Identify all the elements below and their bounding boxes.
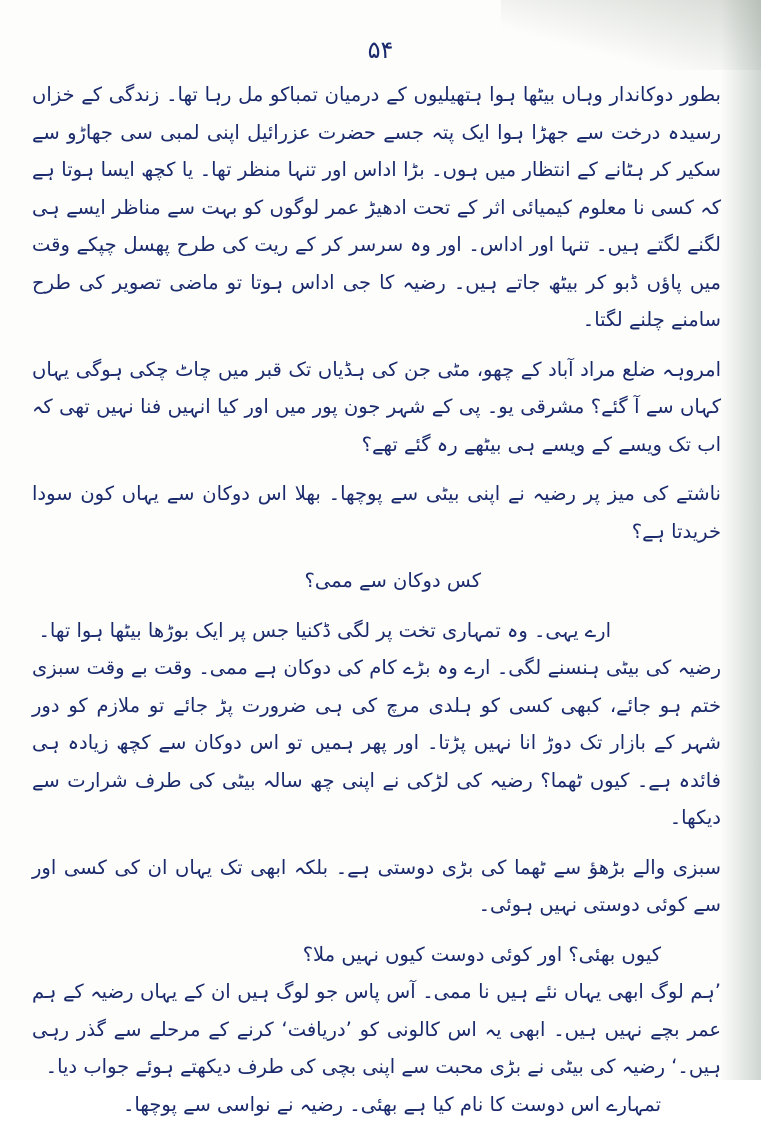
paragraph-5: ارے یہی۔ وہ تمہاری تخت پر لگی ڈکنیا جس پر ایک بوڑھا بیٹھا ہوا تھا۔ (32, 612, 721, 650)
page-body (32, 76, 721, 1123)
paragraph-4: کس دوکان سے ممی؟ (32, 562, 721, 600)
paragraph-1: بطور دوکاندار وہاں بیٹھا ہوا ہتھیلیوں کے درمیان تمباکو مل رہا تھا۔ زندگی کے خزاں رسیدہ درخت سے جھڑا ہوا ایک پتہ جسے حضرت عزرائیل اپنی لمبی سی جھاڑو سے سکیر کر ہٹانے کے انتظار میں ہوں۔ بڑا اداس اور تنہا منظر تھا۔ یا کچھ ایسا ہوتا ہے کہ کسی نا معلوم کیمیائی اثر کے تحت ادھیڑ عمر لوگوں کو بہت سے مناظر ایسے ہی لگنے لگتے ہیں۔ تنہا اور اداس۔ اور وہ سرسر کر کے ریت کی طرح پھسل چپکے وقت میں پاؤں ڈبو کر بیٹھ جاتے ہیں۔ رضیہ کا جی اداس ہوتا تو ماضی تصویر کی طرح سامنے چلنے لگتا۔ (32, 76, 721, 339)
page-number: ۵۴ (0, 36, 761, 64)
scan-edge-shadow (721, 0, 761, 1080)
paragraph-7: سبزی والے بڑھؤ سے ٹھما کی بڑی دوستی ہے۔ بلکہ ابھی تک یہاں ان کی کسی اور سے کوئی دوستی نہیں ہوئی۔ (32, 849, 721, 924)
paragraph-3: ناشتے کی میز پر رضیہ نے اپنی بیٹی سے پوچھا۔ بھلا اس دوکان سے یہاں کون سودا خریدتا ہے؟ (32, 475, 721, 550)
paragraph-2: امروہہ ضلع مراد آباد کے چھو، مٹی جن کی ہڈیاں تک قبر میں چاٹ چکی ہوگی یہاں کہاں سے آ گئے؟ مشرقی یو۔ پی کے شہر جون پور میں اور کیا انہیں فنا نہیں تھی کہ اب تک ویسے کے ویسے ہی بیٹھے رہ گئے تھے؟ (32, 351, 721, 464)
paragraph-9: ’ہم لوگ ابھی یہاں نئے ہیں نا ممی۔ آس پاس جو لوگ ہیں ان کے یہاں رضیہ کے ہم عمر بچے نہیں ہیں۔ ابھی یہ اس کالونی کو ’دریافت‘ کرنے کے مرحلے سے گذر رہی ہیں۔‘ رضیہ کی بیٹی نے بڑی محبت سے اپنی بچی کی طرف دیکھتے ہوئے جواب دیا۔ (32, 973, 721, 1086)
paragraph-10: تمہارے اس دوست کا نام کیا ہے بھئی۔ رضیہ نے نواسی سے پوچھا۔ (32, 1086, 721, 1123)
paragraph-6: رضیہ کی بیٹی ہنسنے لگی۔ ارے وہ بڑے کام کی دوکان ہے ممی۔ وقت بے وقت سبزی ختم ہو جائے، کبھی کسی کو ہلدی مرچ کی ہی ضرورت پڑ جائے تو ملازم کو دور شہر کے بازار تک دوڑ انا نہیں پڑتا۔ اور پھر ہمیں تو اس دوکان سے کچھ زیادہ ہی فائدہ ہے۔ کیوں ٹھما؟ رضیہ کی لڑکی نے اپنی چھ سالہ بیٹی کی طرف شرارت سے دیکھا۔ (32, 649, 721, 837)
paragraph-8: کیوں بھئی؟ اور کوئی دوست کیوں نہیں ملا؟ (32, 936, 721, 974)
